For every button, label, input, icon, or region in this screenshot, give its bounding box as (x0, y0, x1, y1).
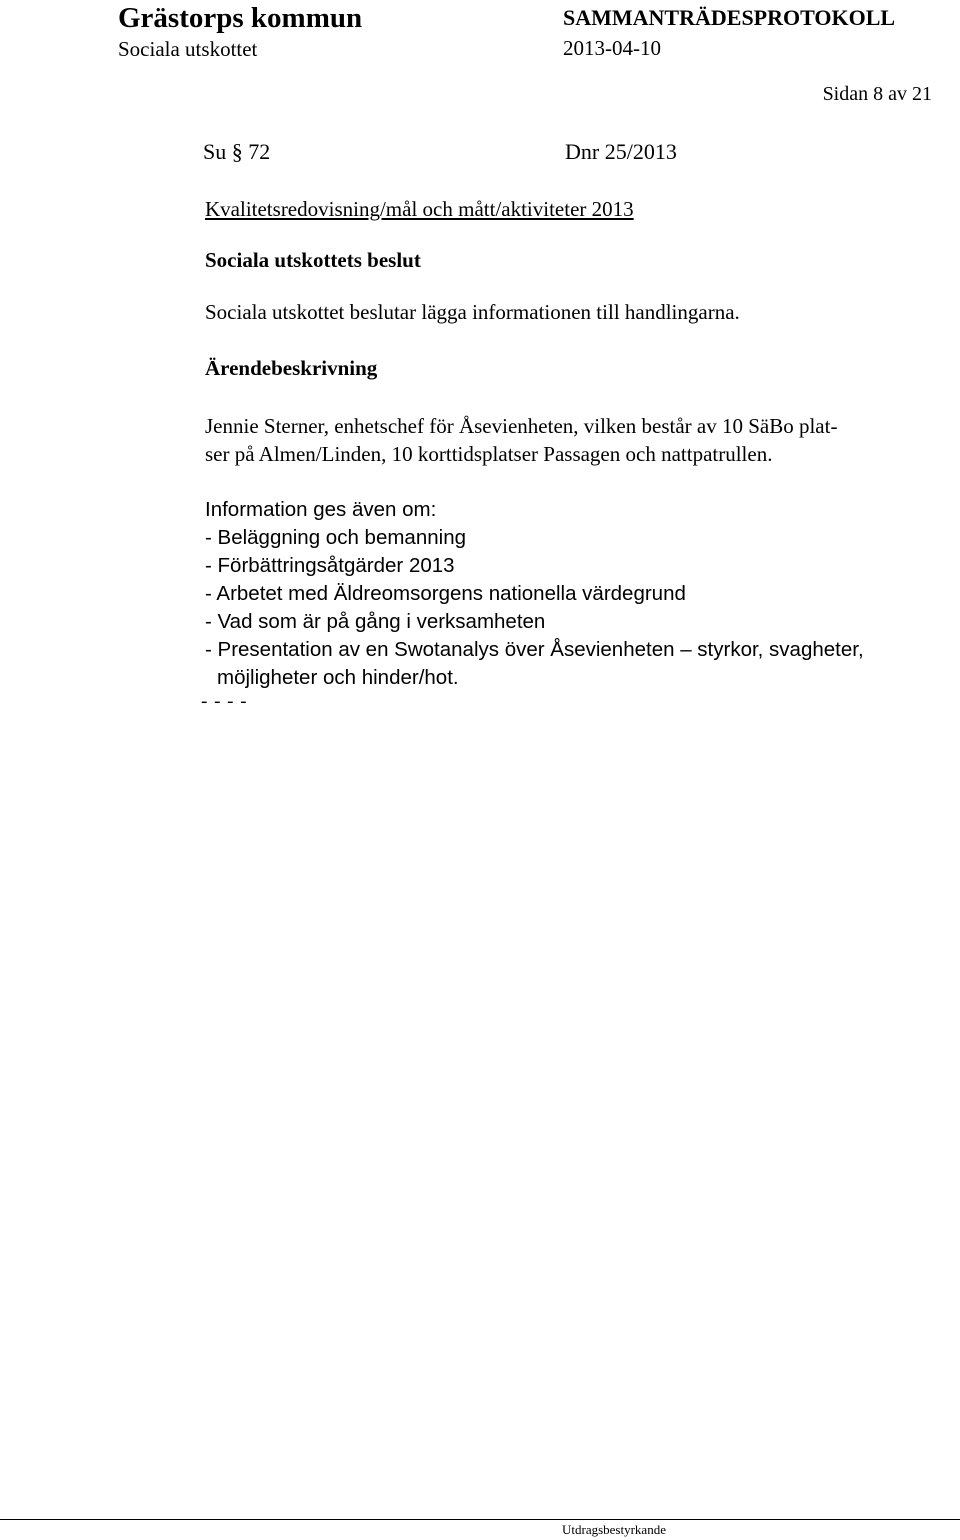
organization-name: Grästorps kommun (118, 2, 363, 34)
information-intro: Information ges även om: (205, 498, 437, 521)
description-line: ser på Almen/Linden, 10 korttidsplatser Passagen och nattpatrullen. (205, 442, 773, 466)
description-body (205, 412, 945, 468)
decision-heading: Sociala utskottets beslut (205, 248, 421, 272)
description-line: Jennie Sterner, enhetschef för Åsevienheten, vilken består av 10 SäBo plat- (205, 414, 838, 438)
page-number: Sidan 8 av 21 (822, 83, 932, 105)
protocol-type: SAMMANTRÄDESPROTOKOLL (563, 5, 896, 30)
information-item-continuation: möjligheter och hinder/hot. (217, 666, 459, 689)
end-marker: - - - - (201, 691, 248, 712)
footer-divider (0, 1519, 960, 1520)
decision-text: Sociala utskottet beslutar lägga informationen till handlingarna. (205, 300, 740, 324)
department-name: Sociala utskottet (118, 37, 258, 61)
footer-label: Utdragsbestyrkande (562, 1522, 666, 1537)
description-heading: Ärendebeskrivning (205, 356, 378, 380)
subject-title: Kvalitetsredovisning/mål och mått/aktiviteter 2013 (205, 197, 634, 221)
information-item: - Beläggning och bemanning (205, 526, 466, 549)
information-item: - Presentation av en Swotanalys över Åsevienheten – styrkor, svagheter, (205, 638, 864, 661)
section-number: Su § 72 (203, 139, 271, 164)
information-item: - Förbättringsåtgärder 2013 (205, 554, 455, 577)
meeting-date: 2013-04-10 (563, 36, 661, 60)
information-item: - Arbetet med Äldreomsorgens nationella värdegrund (205, 582, 686, 605)
information-block (205, 496, 864, 692)
diary-number: Dnr 25/2013 (565, 139, 677, 164)
information-item: - Vad som är på gång i verksamheten (205, 610, 546, 633)
